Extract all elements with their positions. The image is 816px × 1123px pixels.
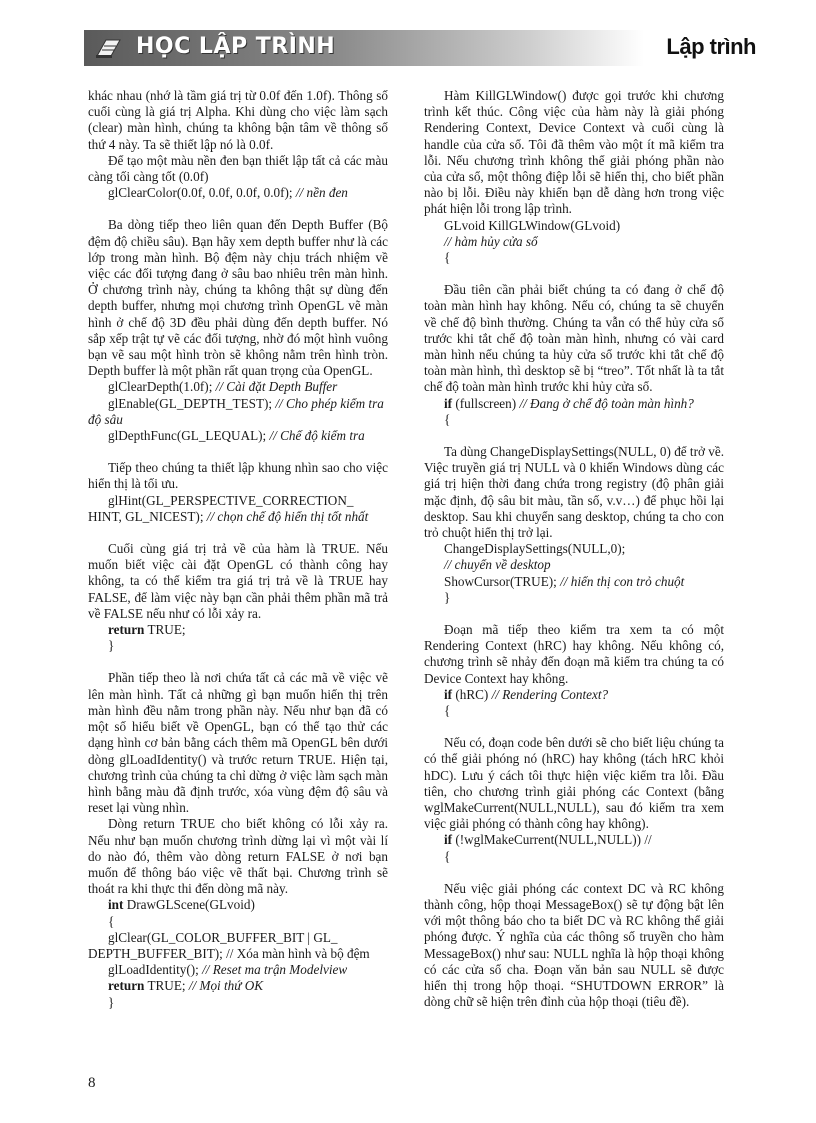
code-line: if (hRC) // Rendering Context?	[444, 686, 609, 702]
paragraph: Tiếp theo chúng ta thiết lập khung nhìn sao cho việc hiển thị là tối ưu.	[88, 460, 388, 492]
code-line: glHint(GL_PERSPECTIVE_CORRECTION_ HINT, GL_NICEST); // chọn chế độ hiển thị tốt nhất	[88, 492, 369, 524]
code-line: if (fullscreen) // Đang ở chế độ toàn màn hình?	[444, 395, 694, 411]
code-line: }	[444, 589, 451, 605]
code-line: glLoadIdentity(); // Reset ma trận Modelview	[108, 962, 348, 978]
code-line: {	[108, 913, 115, 929]
code-line: {	[444, 848, 451, 864]
code-line: // hàm hủy cửa sổ	[444, 233, 538, 249]
paragraph: Hàm KillGLWindow() được gọi trước khi chương trình kết thúc. Công việc của hàm này là giải phóng Rendering Context, Device Context và cuối cùng là handle của cửa sổ. Tôi đã thêm vào một ít mã kiểm tra lỗi. Nếu chương trình không thể giải phóng phần nào của cửa sổ, một thông điệp lỗi sẽ hiển thị, cho biết phần nào bị lỗi. Điều này khiến bạn dễ dàng hơn trong việc phát hiện lỗi trong lập trình.	[424, 88, 724, 217]
paragraph: khác nhau (nhớ là tầm giá trị từ 0.0f đến 1.0f). Thông số cuối cùng là giá trị Alpha. Khi dùng cho việc làm sạch (clear) màn hình, chúng ta không bận tâm về thông số thứ 4 này. Ta sẽ thiết lập nó là 0.0f.	[88, 88, 388, 152]
paragraph: Để tạo một màu nền đen bạn thiết lập tất cả các màu càng tối càng tốt (0.0f)	[88, 152, 388, 185]
magazine-title: HỌC LẬP TRÌNH	[136, 34, 336, 59]
paragraph: Đoạn mã tiếp theo kiểm tra xem ta có một Rendering Context (hRC) hay không. Nếu không có, chương trình sẽ nhảy đến đoạn mã kiểm tra chúng ta có Device Context hay không.	[424, 622, 724, 686]
paragraph: Ba dòng tiếp theo liên quan đến Depth Buffer (Bộ đệm độ chiều sâu). Bạn hãy xem depth buffer như là các lớp trong màn hình. Bộ đệm này chịu trách nhiệm về việc các đối tượng đang ở sâu bao nhiêu trên màn hình. Ở chương trình này, chúng ta không thật sự dùng đến depth buffer, nhưng mọi chương trình OpenGL vẽ màn hình ở chế độ 3D đều phải dùng đến depth buffer. Nó sắp xếp trật tự vẽ các đối tượng, nhờ đó một hình vuông bạn vẽ sau một hình tròn sẽ không nằm trên hình tròn. Depth buffer là một phần rất quan trọng của OpenGL.	[88, 217, 388, 379]
code-line: ChangeDisplaySettings(NULL,0);	[444, 541, 626, 557]
code-line: // chuyển về desktop	[444, 557, 551, 573]
code-line: }	[108, 638, 115, 654]
code-line: {	[444, 703, 451, 719]
code-line: glClearColor(0.0f, 0.0f, 0.0f, 0.0f); // nền đen	[108, 185, 348, 201]
page-header	[84, 30, 756, 66]
code-line: GLvoid KillGLWindow(GLvoid)	[444, 217, 621, 233]
right-column	[424, 88, 724, 1010]
code-line: glClearDepth(1.0f); // Cài đặt Depth Buffer	[108, 379, 338, 395]
paragraph: Nếu có, đoạn code bên dưới sẽ cho biết liệu chúng ta có thể giải phóng nó (hRC) hay không (tách hRC khỏi hDC). Lưu ý cách tôi thực hiện việc kiểm tra lỗi. Đầu tiên, cho chương trình giải phóng các Context (bằng wglMakeCurrent(NULL,NULL), sau đó kiểm tra xem việc giải phóng có thành công hay không).	[424, 735, 724, 832]
page-number: 8	[88, 1075, 96, 1091]
code-line: int DrawGLScene(GLvoid)	[108, 897, 255, 913]
magazine-banner	[84, 30, 644, 66]
paragraph: Nếu việc giải phóng các context DC và RC không thành công, hộp thoại MessageBox() sẽ tự động bật lên với một thông báo cho ta biết DC và RC không thể giải phóng được. Ý nghĩa của các thông số truyền cho hàm MessageBox() như sau: NULL nghĩa là hộp thoại không có các cửa sổ cha. Đoạn văn bản sau NULL sẽ được hiển thị trong hộp thoại. “SHUTDOWN ERROR” là dòng chữ sẽ hiện trên đỉnh của hộp thoại (tiêu đề).	[424, 880, 724, 1010]
code-line: return TRUE;	[108, 622, 186, 638]
left-column	[88, 88, 388, 1011]
paragraph: Ta dùng ChangeDisplaySettings(NULL, 0) để trở về. Việc truyền giá trị NULL và 0 khiến Windows dùng các giá trị hiện thời đang chứa trong registry (độ phân giải mặc định, độ sâu bit màu, tần số, v.v…) để phục hồi lại desktop. Sau khi chuyển sang desktop, chúng ta cho con trỏ chuột hiển thị trở lại.	[424, 444, 725, 541]
code-line: glClear(GL_COLOR_BUFFER_BIT | GL_ DEPTH_BUFFER_BIT); // Xóa màn hình và bộ đệm	[88, 929, 370, 961]
code-line: {	[444, 250, 451, 266]
paragraph: Đầu tiên cần phải biết chúng ta có đang ở chế độ toàn màn hình hay không. Nếu có, chúng ta sẽ chuyển về chế độ bình thường. Chúng ta vẫn có thể hủy cửa sổ trước khi tắt chế độ toàn màn hình, nhưng có vài card màn hình nếu chúng ta hủy cửa sổ trước khi tắt chế độ toàn màn hình, thì desktop sẽ bị “treo”. Tốt nhất là ta tắt chế độ toàn màn hình trước khi hủy cửa sổ.	[424, 282, 724, 395]
code-line: glEnable(GL_DEPTH_TEST); // Cho phép kiểm tra độ sâu	[88, 395, 384, 427]
paragraph: Cuối cùng giá trị trả về của hàm là TRUE. Nếu muốn biết việc cài đặt OpenGL có thành công hay không, ta có thể kiểm tra giá trị trả về là TRUE hay FALSE, để làm việc này bạn cần phải thêm phần mã trả về FALSE nếu như có lỗi xảy ra.	[88, 541, 388, 621]
code-line: {	[444, 411, 451, 427]
code-line: return TRUE; // Mọi thứ OK	[108, 978, 264, 994]
code-line: glDepthFunc(GL_LEQUAL); // Chế độ kiểm tra	[108, 428, 365, 444]
code-line: ShowCursor(TRUE); // hiển thị con trỏ chuột	[444, 573, 685, 589]
paragraph: Dòng return TRUE cho biết không có lỗi xảy ra. Nếu như bạn muốn chương trình dừng lại vì một vài lí do nào đó, thêm vào dòng return FALSE ở nơi bạn muốn để thông báo việc vẽ thất bại. Chương trình sẽ thoát ra khi thực thi đến dòng mã này.	[88, 816, 388, 897]
section-title: Lập trình	[666, 34, 756, 59]
code-line: }	[108, 994, 115, 1010]
notebook-pencil-icon	[94, 36, 122, 60]
code-line: if (!wglMakeCurrent(NULL,NULL)) //	[444, 832, 652, 848]
paragraph: Phần tiếp theo là nơi chứa tất cả các mã về việc vẽ lên màn hình. Tất cả những gì bạn muốn hiển thị trên màn hình đều nằm trong phần này. Nếu như bạn đã có một số hiểu biết về OpenGL, bạn có thể tạo thử các dạng hình cơ bản bằng cách thêm mã OpenGL bên dưới dòng glLoadIdentity() và trước return TRUE. Hiện tại, chương trình của chúng ta chỉ dừng ở việc làm sạch màn hình bằng màu đã định trước, xóa vùng đệm độ sâu và reset lại vùng nhìn.	[88, 670, 388, 816]
